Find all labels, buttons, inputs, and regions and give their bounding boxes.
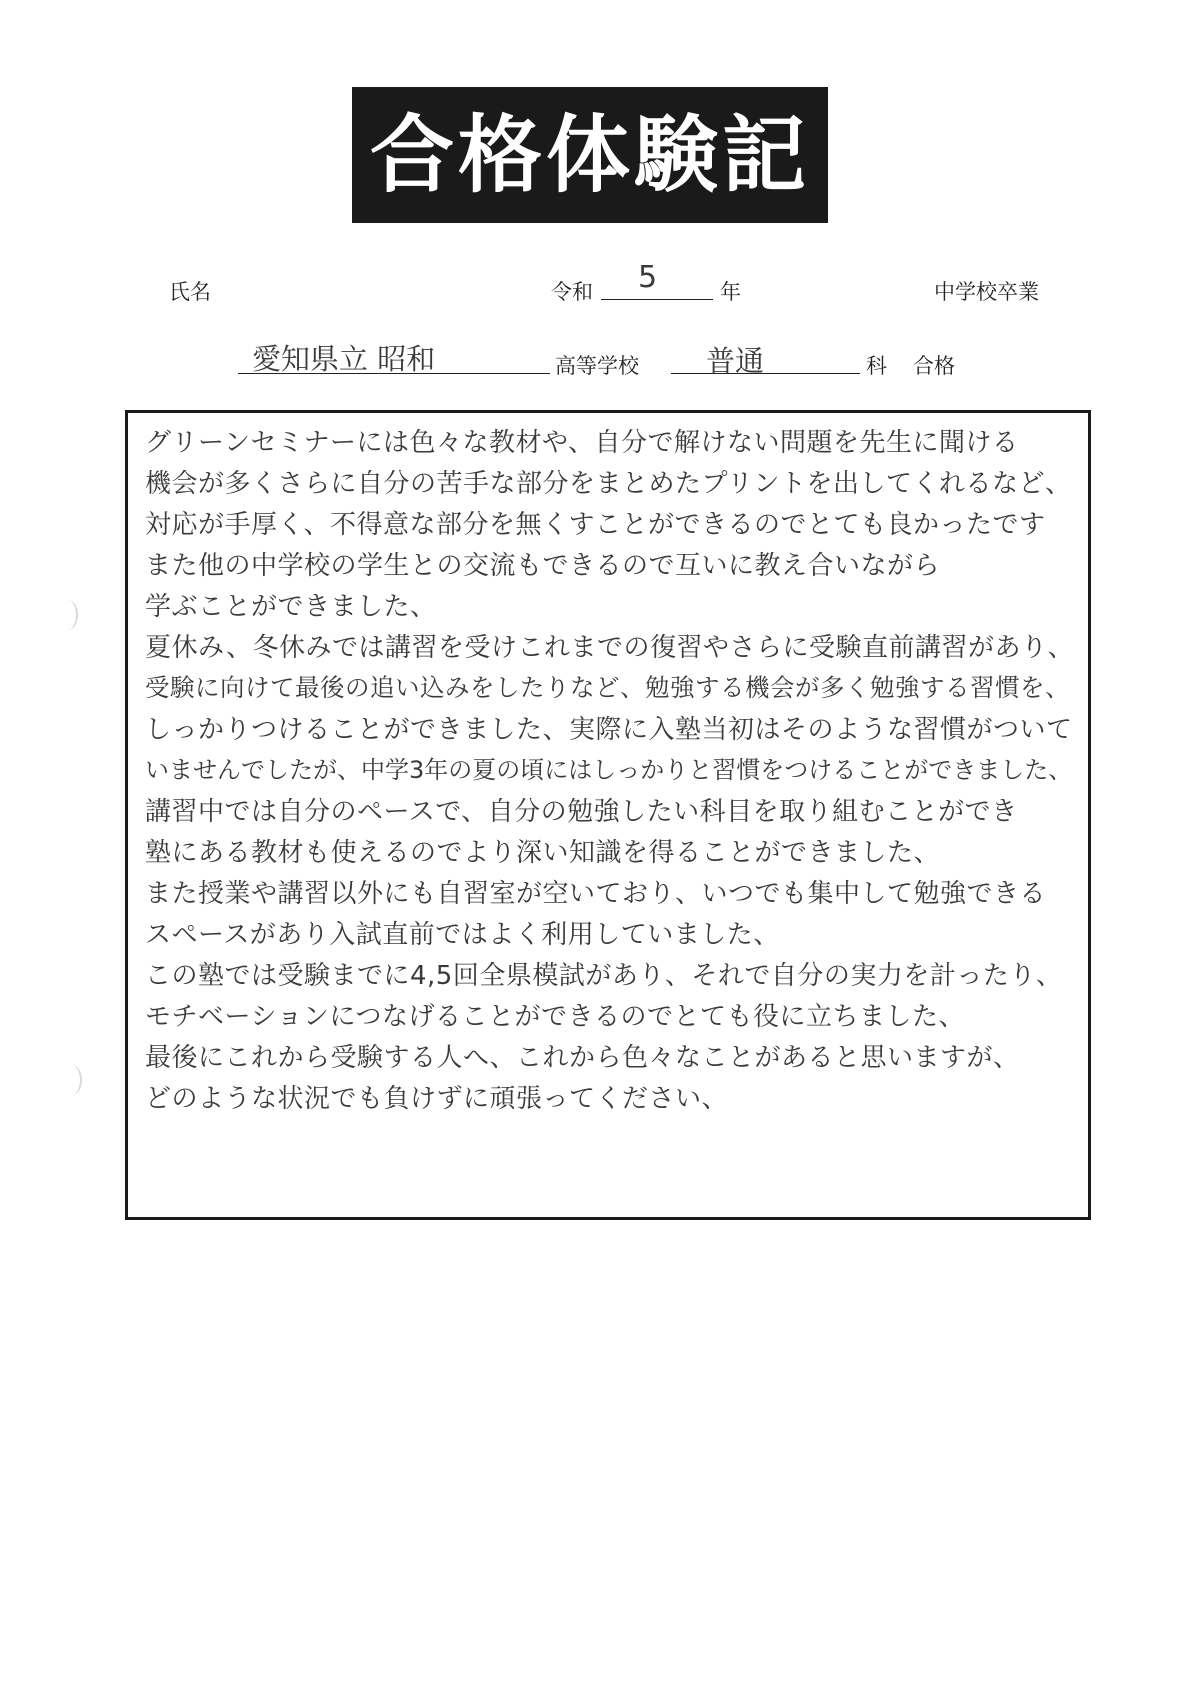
page-title: 合格体験記 — [369, 105, 810, 204]
graduation-label: 中学校卒業 — [934, 280, 1039, 304]
year-suffix: 年 — [720, 280, 741, 304]
name-label: 氏名 — [169, 280, 211, 304]
title-banner — [352, 87, 828, 223]
essay-line: 夏休み、冬休みでは講習を受けこれまでの復習やさらに受験直前講習があり、 — [145, 633, 1075, 663]
essay-line: 講習中では自分のペースで、自分の勉強したい科目を取り組むことができ — [145, 797, 1018, 827]
school-value: 愛知県立 昭和 — [252, 342, 436, 376]
essay-line: この塾では受験までに4,5回全県模試があり、それで自分の実力を計ったり、 — [145, 961, 1063, 991]
essay-line: 塾にある教材も使えるのでより深い知識を得ることができました、 — [145, 838, 941, 868]
essay-line: どのような状況でも負けずに頑張ってください、 — [145, 1084, 729, 1114]
essay-line: また授業や講習以外にも自習室が空いており、いつでも集中して勉強できる — [145, 879, 1047, 909]
essay-line: スペースがあり入試直前ではよく利用していました、 — [145, 920, 780, 950]
era-label: 令和 — [551, 280, 593, 304]
course-blank-line — [671, 373, 860, 374]
essay-box — [125, 410, 1091, 1220]
essay-line: 最後にこれから受験する人へ、これから色々なことがあると思いますが、 — [145, 1043, 1020, 1073]
essay-line: 学ぶことができました、 — [145, 592, 437, 622]
essay-line: 対応が手厚く、不得意な部分を無くすことができるのでとても良かったです — [145, 510, 1046, 540]
essay-line: また他の中学校の学生との交流もできるので互いに教え合いながら — [145, 551, 941, 581]
high-school-label: 高等学校 — [555, 354, 639, 378]
essay-line: グリーンセミナーには色々な教材や、自分で解けない問題を先生に聞ける — [145, 428, 1019, 458]
essay-line: モチベーションにつなげることができるのでとても役に立ちました、 — [145, 1002, 965, 1032]
course-suffix: 科 — [866, 354, 887, 378]
pass-label: 合格 — [913, 354, 955, 378]
year-value: 5 — [638, 260, 658, 295]
punch-hole-mark — [58, 600, 78, 630]
essay-line: いませんでしたが、中学3年の夏の頃にはしっかりと習慣をつけることができました、 — [145, 756, 1073, 784]
year-blank-line — [601, 299, 713, 300]
essay-line: しっかりつけることができました、実際に入塾当初はそのような習慣がついて — [145, 715, 1073, 745]
essay-line: 機会が多くさらに自分の苦手な部分をまとめたプリントを出してくれるなど、 — [145, 469, 1072, 499]
essay-line: 受験に向けて最後の追い込みをしたりなど、勉強する機会が多く勉強する習慣を、 — [145, 673, 1070, 702]
course-value: 普通 — [706, 344, 765, 378]
punch-hole-mark — [62, 1065, 82, 1095]
